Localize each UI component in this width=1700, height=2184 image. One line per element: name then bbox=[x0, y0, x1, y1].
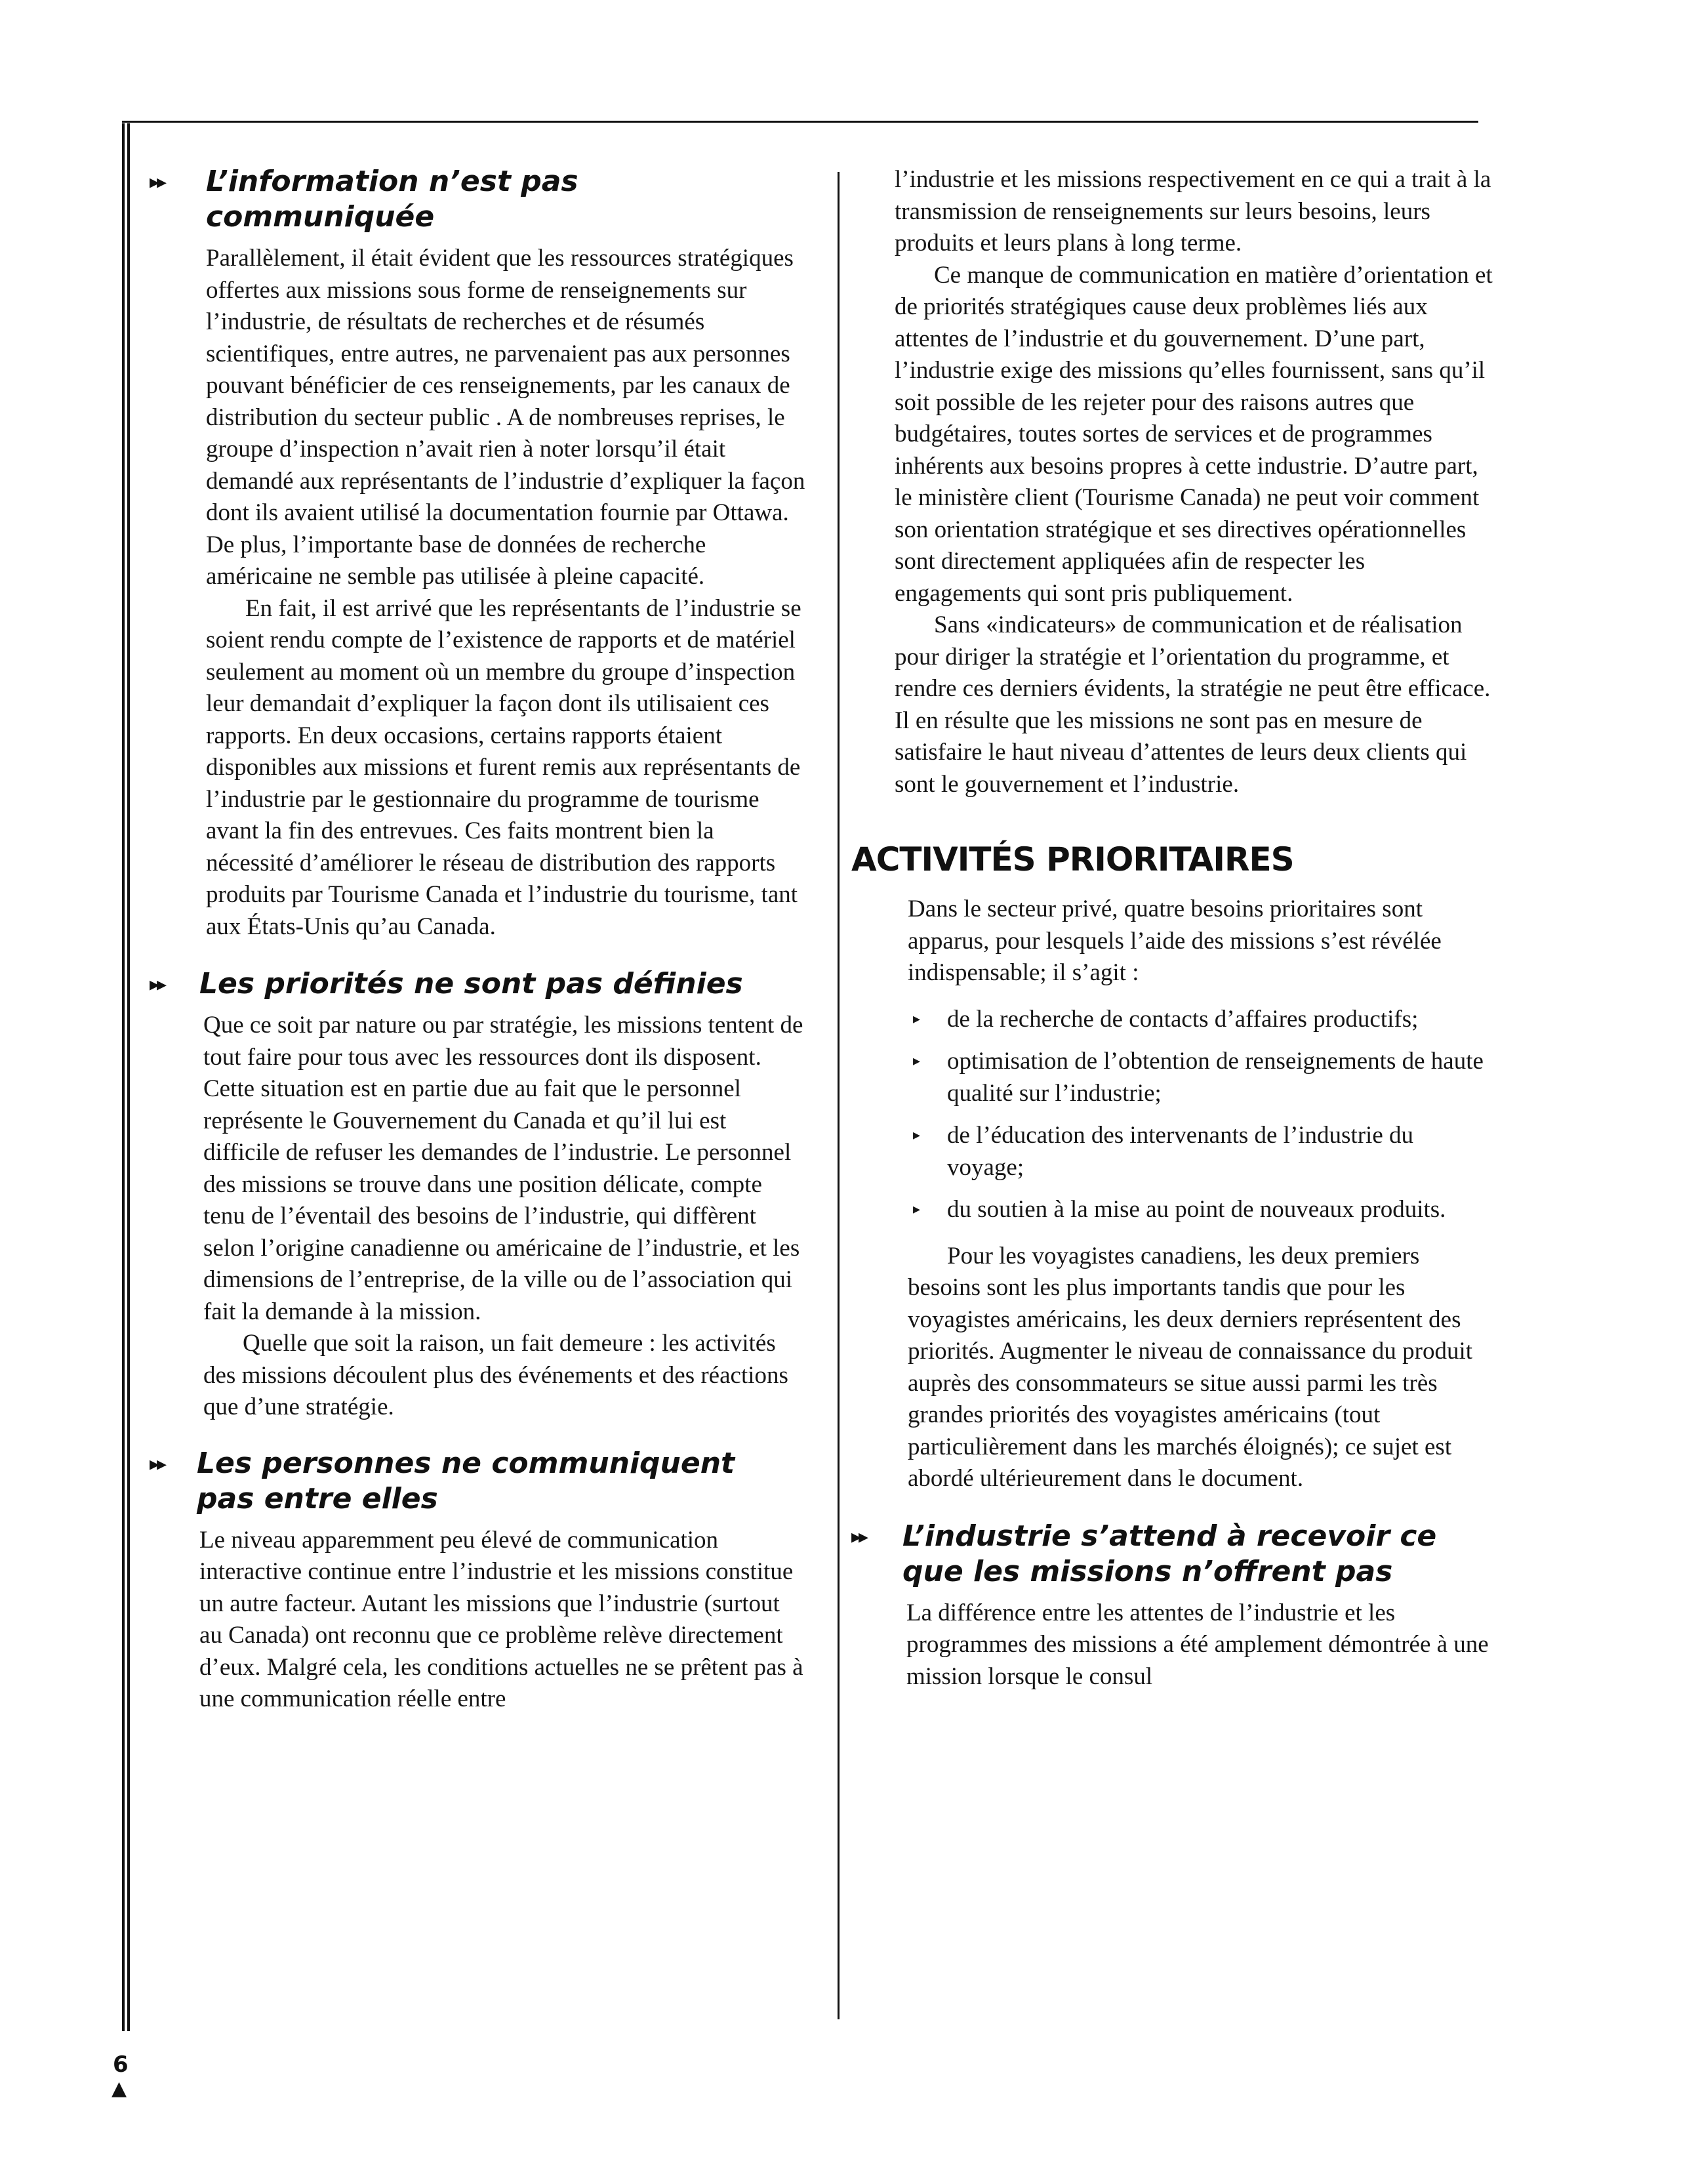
main-heading: ACTIVITÉS PRIORITAIRES bbox=[851, 840, 1294, 878]
list-item: ▸ de la recherche de contacts d’affaires productifs; bbox=[908, 1004, 1494, 1036]
paragraph: Pour les voyagistes canadiens, les deux premiers besoins sont les plus importants tandis que pour les voyagistes américains, les deux derniers représentent des priorités. Augmenter le niveau de connaissance du produit auprès des consommateurs se situe aussi parmi les très grandes priorités des voyagistes américains (tout particulièrement dans les marchés éloignés); ce sujet est abordé ultérieurement dans le document. bbox=[908, 1242, 1473, 1492]
page-number: 6 bbox=[113, 2051, 129, 2078]
column-divider bbox=[838, 172, 840, 2019]
list-item: ▸ de l’éducation des intervenants de l’industrie du voyage; bbox=[908, 1120, 1494, 1184]
section-priorities bbox=[150, 966, 805, 1424]
section-heading-priorities: Les priorités ne sont pas définies bbox=[199, 967, 743, 1000]
top-rule bbox=[122, 121, 1478, 123]
priority-list bbox=[908, 1004, 1494, 1226]
paragraph: Quelle que soit la raison, un fait demeure : les activités des missions découlent plus des événements et des réactions que d’une stratégie. bbox=[203, 1330, 788, 1420]
section-heading-information: L’information n’est pas communiquée bbox=[206, 165, 578, 234]
paragraph: Que ce soit par nature ou par stratégie, les missions tentent de tout faire pour tous avec les ressources dont ils disposent. Cette situation est en partie due au fait que le personnel représente le Gouvernement du Canada et qu’il lui est difficile de refuser les demandes de l’industrie. Le personnel des missions se trouve dans une position délicate, compte tenu de l’éventail des besoins de l’industrie, qui diffèrent selon l’origine canadienne ou américaine de l’industrie, et les dimensions de l’entreprise, de la ville ou de l’association qui fait la demande à la mission. bbox=[203, 1012, 803, 1325]
paragraph: Le niveau apparemment peu élevé de communication interactive continue entre l’industrie et les missions constitue un autre facteur. Autant les missions que l’industrie (surtout au Canada) ont reconnu que ce problème relève directement d’eux. Malgré cela, les conditions actuelles ne se prêtent pas à une communication réelle entre bbox=[199, 1526, 803, 1712]
section-communication bbox=[150, 1446, 805, 1716]
intro-paragraph: Dans le secteur privé, quatre besoins prioritaires sont apparus, pour lesquels l’aide des missions s’est révélée indispensable; il s’agit : bbox=[908, 896, 1442, 986]
bullet-arrow-icon: ▸ bbox=[913, 1127, 921, 1144]
paragraph: Ce manque de communication en matière d’orientation et de priorités stratégiques cause deux problèmes liés aux attentes de l’industrie et du gouvernement. D’une part, l’industrie exige des missions qu’elles fournissent, sans qu’il soit possible de les rejeter pour des raisons autres que budgétaires, toutes sortes de services et de programmes inhérents aux besoins propres à cette industrie. D’autre part, le ministère client (Tourisme Canada) ne peut voir comment son orientation stratégique et ses directives opérationnelles sont directement appliquées afin de respecter les engagements qui sont pris publiquement. bbox=[895, 261, 1493, 607]
bullet-arrow-icon: ▸ bbox=[913, 1010, 921, 1027]
double-arrow-icon: ▸▸ bbox=[150, 171, 165, 194]
bullet-arrow-icon: ▸ bbox=[913, 1201, 921, 1218]
left-frame-line-outer bbox=[122, 123, 125, 2031]
section-information bbox=[150, 164, 805, 943]
list-item: ▸ optimisation de l’obtention de renseignements de haute qualité sur l’industrie; bbox=[908, 1046, 1494, 1109]
section-heading-communication: Les personnes ne communiquent pas entre elles bbox=[197, 1446, 735, 1515]
paragraph: Parallèlement, il était évident que les ressources stratégiques offertes aux missions sous forme de renseignements sur l’industrie, de résultats de recherches et de résumés scientifiques, entre autres, ne parvenaient pas aux personnes pouvant bénéficier de ces renseignements, par les canaux de distribution du secteur public . A de nombreuses reprises, le groupe d’inspection n’avait rien à noter lorsqu’il était demandé aux représentants de l’industrie d’expliquer la façon dont ils avaient utilisé la documentation fournie par Ottawa. De plus, l’importante base de données de recherche américaine ne semble pas utilisée à pleine capacité. bbox=[206, 245, 805, 590]
double-arrow-icon: ▸▸ bbox=[150, 1452, 165, 1475]
section-heading-expectations: L’industrie s’attend à recevoir ce que les missions n’offrent pas bbox=[902, 1519, 1437, 1588]
paragraph: En fait, il est arrivé que les représentants de l’industrie se soient rendu compte de l’existence de rapports et de matériel seulement au moment où un membre du groupe d’inspection leur demandait d’expliquer la façon dont ils utilisaient ces rapports. En deux occasions, certains rapports étaient disponibles aux missions et furent remis aux représentants de l’industrie par le gestionnaire du programme de tourisme avant la fin des entrevues. Ces faits montrent bien la nécessité d’améliorer le réseau de distribution des rapports produits par Tourisme Canada et l’industrie du tourisme, tant aux États-Unis qu’au Canada. bbox=[206, 594, 801, 940]
triangle-icon: ▲ bbox=[111, 2077, 127, 2100]
continuation-text bbox=[895, 164, 1494, 800]
double-arrow-icon: ▸▸ bbox=[851, 1525, 866, 1548]
list-item: ▸ du soutien à la mise au point de nouveaux produits. bbox=[908, 1194, 1494, 1226]
left-column bbox=[150, 164, 805, 1716]
paragraph: l’industrie et les missions respectivement en ce qui a trait à la transmission de renseignements sur leurs besoins, leurs produits et leurs plans à long terme. bbox=[895, 166, 1491, 257]
paragraph: La différence entre les attentes de l’industrie et les programmes des missions a été amplement démontrée à une mission lorsque le consul bbox=[906, 1599, 1489, 1690]
right-column bbox=[851, 164, 1494, 1693]
left-frame-line-inner bbox=[127, 123, 130, 2031]
section-expectations bbox=[851, 1519, 1494, 1693]
bullet-arrow-icon: ▸ bbox=[913, 1053, 921, 1069]
double-arrow-icon: ▸▸ bbox=[150, 973, 165, 996]
priority-activities-body bbox=[908, 894, 1494, 1495]
paragraph: Sans «indicateurs» de communication et de réalisation pour diriger la stratégie et l’orientation du programme, et rendre ces derniers évidents, la stratégie ne peut être efficace. Il en résulte que les missions ne sont pas en mesure de satisfaire le haut niveau d’attentes de leurs deux clients qui sont le gouvernement et l’industrie. bbox=[895, 611, 1491, 798]
